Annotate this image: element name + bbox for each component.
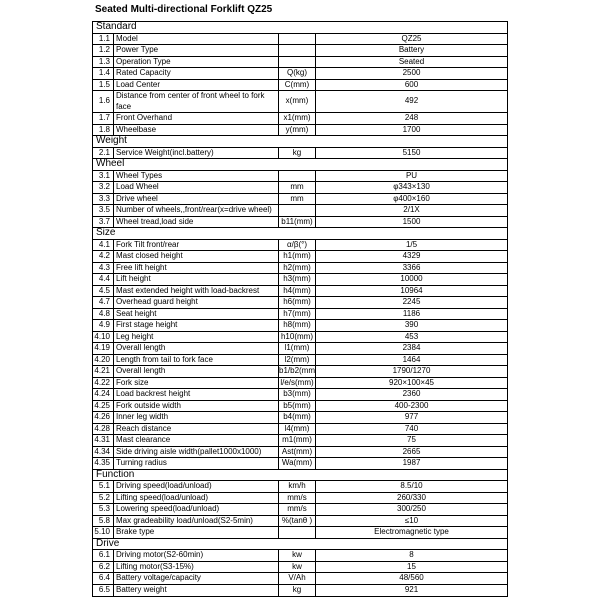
spec-value: 1500 [402, 216, 421, 226]
spec-value: 48/560 [399, 573, 424, 582]
spec-number: 4.25 [93, 401, 114, 412]
section-header-function: Function [93, 470, 507, 482]
spec-unit: kw [279, 562, 316, 573]
spec-unit: km/h [279, 481, 316, 492]
spec-label: Overall length [114, 343, 279, 354]
spec-label: Max gradeability load/unload(S2-5min) [114, 516, 279, 527]
section-header-weight: Weight [93, 136, 507, 148]
spec-number: 2.1 [93, 148, 114, 159]
spec-unit: b3(mm) [279, 389, 316, 400]
spec-value: 10000 [400, 274, 423, 283]
spec-value: 4329 [402, 251, 421, 260]
spec-row-4-25 [93, 401, 507, 413]
section-header-wheel: Wheel [93, 159, 507, 171]
spec-label: Lifting speed(load/unload) [114, 493, 279, 504]
spec-row-3-7 [93, 217, 507, 229]
spec-unit: x(mm) [279, 91, 316, 112]
spec-row-1-6 [93, 91, 507, 113]
spec-value: 2665 [402, 446, 421, 456]
spec-row-4-28 [93, 424, 507, 436]
spec-value: 453 [404, 331, 419, 341]
spec-unit: kg [279, 585, 316, 597]
spec-value: φ343×130 [393, 182, 430, 191]
spec-unit: mm/s [279, 504, 316, 515]
spec-label: Service Weight(incl.battery) [114, 148, 279, 159]
spec-row-6-5 [93, 585, 507, 597]
spec-label: Battery voltage/capacity [114, 573, 279, 584]
spec-label: Seat height [114, 309, 279, 320]
spec-number: 1.4 [93, 68, 114, 79]
spec-unit: α/β(°) [279, 240, 316, 251]
spec-number: 1.8 [93, 125, 114, 136]
spec-number: 4.34 [93, 447, 114, 458]
spec-label: Lifting motor(S3-15%) [114, 562, 279, 573]
spec-label: Overall length [114, 366, 279, 377]
spec-unit: %(tanθ ) [279, 516, 316, 527]
spec-number: 4.8 [93, 309, 114, 320]
spec-label: Free lift height [114, 263, 279, 274]
spec-row-3-1 [93, 171, 507, 183]
spec-number: 3.2 [93, 182, 114, 193]
spec-number: 4.24 [93, 389, 114, 400]
spec-value: 2360 [402, 389, 421, 398]
spec-row-3-3 [93, 194, 507, 206]
spec-number: 4.31 [93, 435, 114, 446]
spec-unit: mm [279, 182, 316, 193]
section-header-drive: Drive [93, 539, 507, 551]
spec-value: 921 [404, 585, 419, 594]
spec-value: 390 [404, 320, 419, 329]
spec-number: 4.1 [93, 240, 114, 251]
spec-label: Mast extended height with load-backrest [114, 286, 279, 297]
spec-row-5-1 [93, 481, 507, 493]
spec-row-1-8 [93, 125, 507, 137]
spec-label: Lift height [114, 274, 279, 285]
spec-table [92, 21, 508, 597]
spec-label: Lowering speed(load/unload) [114, 504, 279, 515]
spec-unit: h2(mm) [279, 263, 316, 274]
spec-unit: l/e/s(mm) [279, 378, 316, 389]
spec-unit: mm [279, 194, 316, 205]
spec-unit: h1(mm) [279, 251, 316, 262]
spec-row-3-5 [93, 205, 507, 217]
spec-row-1-4 [93, 68, 507, 80]
spec-value: ≤10 [404, 515, 419, 525]
spec-label: Number of wheels,,front/rear(x=drive wheel) [114, 205, 279, 216]
spec-row-2-1 [93, 148, 507, 160]
spec-value: 3366 [402, 262, 421, 272]
spec-value: 248 [404, 113, 419, 122]
spec-row-4-10 [93, 332, 507, 344]
spec-unit: l1(mm) [279, 343, 316, 354]
spec-unit: b11(mm) [279, 217, 316, 228]
spec-row-1-3 [93, 57, 507, 69]
spec-row-4-21 [93, 366, 507, 378]
spec-number: 4.5 [93, 286, 114, 297]
spec-label: Fork Tilt front/rear [114, 240, 279, 251]
spec-label: Load Center [114, 80, 279, 91]
spec-unit: y(mm) [279, 125, 316, 136]
spec-unit: Wa(mm) [279, 458, 316, 469]
spec-row-4-31 [93, 435, 507, 447]
spec-unit [279, 45, 316, 56]
spec-number: 3.1 [93, 171, 114, 182]
spec-number: 4.22 [93, 378, 114, 389]
spec-unit: b5(mm) [279, 401, 316, 412]
spec-unit: h3(mm) [279, 274, 316, 285]
spec-value: 400-2300 [394, 400, 429, 410]
spec-value: 600 [404, 79, 419, 89]
spec-number: 3.3 [93, 194, 114, 205]
spec-row-4-7 [93, 297, 507, 309]
spec-value: 977 [404, 412, 419, 421]
spec-row-4-1 [93, 240, 507, 252]
spec-number: 4.10 [93, 332, 114, 343]
spec-value: 1700 [402, 124, 421, 134]
spec-label: Distance from center of front wheel to fork face [114, 91, 279, 112]
spec-label: Length from tail to fork face [114, 355, 279, 366]
spec-number: 5.1 [93, 481, 114, 492]
spec-row-4-34 [93, 447, 507, 459]
spec-label: Power Type [114, 45, 279, 56]
spec-label: Driving speed(load/unload) [114, 481, 279, 492]
spec-number: 1.6 [93, 91, 114, 112]
spec-row-5-8 [93, 516, 507, 528]
spec-row-3-2 [93, 182, 507, 194]
spec-number: 1.2 [93, 45, 114, 56]
spec-unit: x1(mm) [279, 113, 316, 124]
spec-number: 5.8 [93, 516, 114, 527]
spec-label: Inner leg width [114, 412, 279, 423]
spec-unit: kg [279, 148, 316, 159]
spec-unit: C(mm) [279, 80, 316, 91]
spec-value: 1/5 [405, 239, 418, 249]
spec-row-4-5 [93, 286, 507, 298]
spec-number: 1.5 [93, 80, 114, 91]
spec-number: 5.2 [93, 493, 114, 504]
spec-number: 1.3 [93, 57, 114, 68]
spec-label: Wheelbase [114, 125, 279, 136]
spec-unit: b1/b2(mm [279, 366, 316, 375]
spec-row-4-24 [93, 389, 507, 401]
spec-number: 4.19 [93, 343, 114, 354]
spec-row-4-2 [93, 251, 507, 263]
spec-unit [279, 527, 316, 538]
spec-label: Brake type [114, 527, 279, 538]
spec-unit: h7(mm) [279, 309, 316, 320]
spec-value: 920×100×45 [389, 377, 434, 387]
spec-value: 2/1X [403, 205, 420, 214]
spec-number: 4.35 [93, 458, 114, 469]
spec-label: Wheel tread,load side [114, 217, 279, 228]
spec-label: Drive wheel [114, 194, 279, 205]
spec-value: 740 [404, 423, 419, 433]
spec-unit: kw [279, 550, 316, 561]
spec-label: Load backrest height [114, 389, 279, 400]
spec-label: Wheel Types [114, 171, 279, 182]
spec-label: First stage height [114, 320, 279, 331]
spec-unit: b4(mm) [279, 412, 316, 423]
spec-row-1-1 [93, 34, 507, 46]
spec-number: 6.2 [93, 562, 114, 573]
spec-row-4-8 [93, 309, 507, 321]
spec-unit: h10(mm) [279, 332, 316, 343]
spec-number: 3.5 [93, 205, 114, 216]
spec-unit [279, 34, 316, 45]
spec-unit: Q(kg) [279, 68, 316, 79]
spec-row-4-3 [93, 263, 507, 275]
spec-label: Operation Type [114, 57, 279, 68]
spec-number: 4.28 [93, 424, 114, 435]
spec-value: 300/250 [397, 504, 426, 513]
spec-unit: h6(mm) [279, 297, 316, 308]
spec-label: Side driving aisle width(pallet1000x1000) [114, 447, 279, 458]
spec-unit: V/Ah [279, 573, 316, 584]
spec-number: 5.10 [93, 527, 114, 538]
spec-value: 1790/1270 [392, 366, 431, 375]
spec-label: Fork outside width [114, 401, 279, 412]
spec-row-6-4 [93, 573, 507, 585]
spec-number: 4.9 [93, 320, 114, 331]
spec-row-5-3 [93, 504, 507, 516]
spec-unit [279, 171, 316, 182]
spec-label: Driving motor(S2-60min) [114, 550, 279, 561]
spec-number: 4.2 [93, 251, 114, 262]
spec-row-6-2 [93, 562, 507, 574]
spec-number: 6.4 [93, 573, 114, 584]
spec-unit: m1(mm) [279, 435, 316, 446]
spec-number: 3.7 [93, 217, 114, 228]
spec-row-4-26 [93, 412, 507, 424]
spec-unit [279, 205, 316, 216]
spec-row-4-19 [93, 343, 507, 355]
spec-row-6-1 [93, 550, 507, 562]
section-header-size: Size [93, 228, 507, 240]
spec-unit: l2(mm) [279, 355, 316, 366]
spec-value: 75 [407, 435, 416, 444]
spec-label: Mast clearance [114, 435, 279, 446]
spec-value: 260/330 [397, 492, 426, 502]
spec-value: 10964 [400, 285, 423, 295]
spec-unit: h4(mm) [279, 286, 316, 297]
spec-unit: h8(mm) [279, 320, 316, 331]
spec-row-4-9 [93, 320, 507, 332]
spec-number: 5.3 [93, 504, 114, 515]
spec-value: 1186 [402, 308, 421, 318]
section-header-standard: Standard [93, 22, 507, 34]
spec-row-4-35 [93, 458, 507, 470]
spec-value: 492 [404, 96, 419, 106]
spec-value: 15 [407, 561, 416, 571]
spec-label: Rated Capacity [114, 68, 279, 79]
spec-value: Electromagnetic type [374, 527, 449, 536]
spec-value: 8 [409, 550, 414, 559]
spec-row-1-7 [93, 113, 507, 125]
spec-row-4-20 [93, 355, 507, 367]
spec-label: Leg height [114, 332, 279, 343]
spec-value: PU [405, 170, 418, 180]
spec-label: Battery weight [114, 585, 279, 597]
spec-label: Front Overhand [114, 113, 279, 124]
spec-label: Load Wheel [114, 182, 279, 193]
spec-label: Reach distance [114, 424, 279, 435]
spec-value: 2500 [402, 68, 421, 77]
spec-number: 4.7 [93, 297, 114, 308]
spec-row-4-22 [93, 378, 507, 390]
spec-value: 2384 [402, 343, 421, 352]
spec-row-4-4 [93, 274, 507, 286]
spec-number: 4.21 [93, 366, 114, 377]
spec-row-1-5 [93, 80, 507, 92]
spec-row-5-2 [93, 493, 507, 505]
spec-value: Seated [398, 56, 425, 66]
spec-number: 1.1 [93, 34, 114, 45]
spec-row-5-10 [93, 527, 507, 539]
spec-value: φ400×160 [393, 193, 430, 203]
spec-unit: l4(mm) [279, 424, 316, 435]
spec-row-1-2 [93, 45, 507, 57]
spec-unit [279, 57, 316, 68]
spec-number: 4.20 [93, 355, 114, 366]
document-title: Seated Multi-directional Forklift QZ25 [95, 4, 273, 15]
spec-label: Turning radius [114, 458, 279, 469]
spec-number: 1.7 [93, 113, 114, 124]
spec-label: Model [114, 34, 279, 45]
spec-number: 4.26 [93, 412, 114, 423]
spec-label: Fork size [114, 378, 279, 389]
spec-label: Overhead guard height [114, 297, 279, 308]
spec-unit: mm/s [279, 493, 316, 504]
spec-value: 2245 [402, 297, 421, 306]
spec-value: 8.5/10 [400, 481, 423, 490]
spec-unit: Ast(mm) [279, 447, 316, 458]
spec-value: QZ25 [401, 33, 422, 43]
spec-number: 4.4 [93, 274, 114, 285]
spec-value: 1987 [402, 458, 421, 467]
spec-value: 5150 [402, 147, 421, 157]
spec-value: 1464 [402, 354, 421, 364]
spec-number: 6.5 [93, 585, 114, 597]
spec-number: 6.1 [93, 550, 114, 561]
spec-value: Battery [398, 45, 425, 54]
spec-label: Mast closed height [114, 251, 279, 262]
spec-number: 4.3 [93, 263, 114, 274]
